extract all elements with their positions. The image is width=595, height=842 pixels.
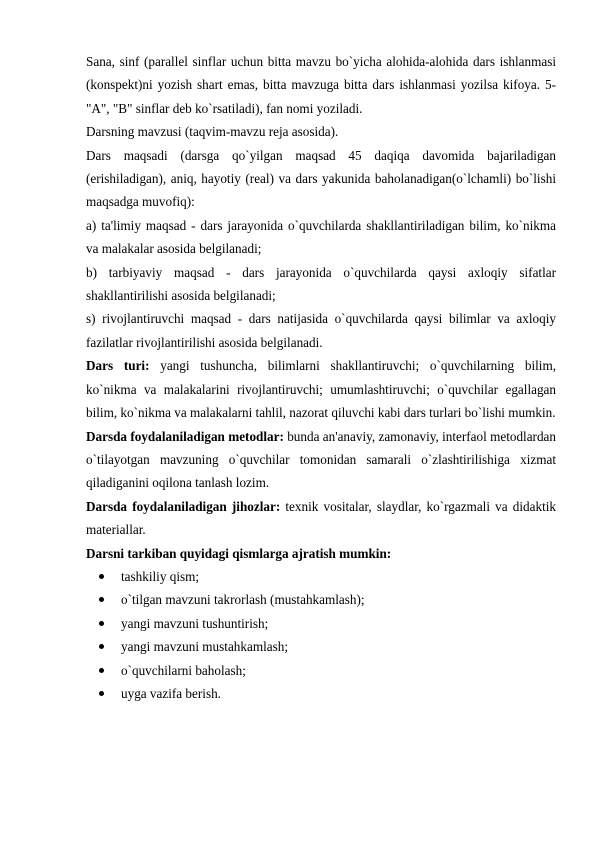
paragraph-methods — [86, 425, 556, 495]
list-item — [86, 612, 556, 635]
paragraph-lesson-topic: Darsning mavzusi (taqvim-mavzu reja asosida). — [86, 124, 339, 140]
bullet-icon — [99, 574, 104, 579]
list-item-text: uyga vazifa berish. — [121, 685, 221, 701]
list-item-text: yangi mavzuni mustahkamlash; — [121, 639, 289, 655]
paragraph-developmental-goal: s) rivojlantiruvchi maqsad - dars natijasida o`quvchilarda qaysi bilimlar va axloqiy fazilatlar rivojlantirilishi asosida belgilanadi. — [86, 311, 556, 350]
paragraph-upbringing-goal: b) tarbiyaviy maqsad - dars jarayonida o`quvchilarda qaysi axloqiy sifatlar shakllantirilishi asosida belgilanadi; — [86, 264, 556, 304]
document-body — [86, 50, 556, 705]
bullet-icon — [99, 691, 104, 696]
paragraph-lesson-type — [86, 354, 556, 424]
list-item — [86, 635, 556, 658]
methods-label: Darsda foydalaniladigan metodlar: — [86, 428, 284, 444]
lesson-parts-list — [86, 565, 556, 705]
bullet-icon — [99, 621, 104, 626]
paragraph-equipment — [86, 495, 556, 542]
equipment-label: Darsda foydalaniladigan jihozlar: — [86, 498, 281, 514]
list-item — [86, 682, 556, 705]
list-item — [86, 565, 556, 588]
equipment-text: texnik vositalar, slaydlar, ko`rgazmali va didaktik materiallar. — [86, 498, 556, 538]
list-item — [86, 588, 556, 611]
bullet-icon — [99, 644, 104, 649]
list-item-text: o`tilgan mavzuni takrorlash (mustahkamlash); — [121, 592, 365, 608]
paragraph-structure-heading: Darsni tarkiban quyidagi qismlarga ajratish mumkin: — [86, 545, 392, 561]
methods-text: bunda an'anaviy, zamonaviy, interfaol metodlardan o`tilayotgan mavzuning o`quvchilar tomonidan samarali o`zlashtirilishiga xizmat qiladiganini oqilona tanlash lozim. — [86, 428, 556, 491]
paragraph-date-class: Sana, sinf (parallel sinflar uchun bitta mavzu bo`yicha alohida-alohida dars ishlanmasi (konspekt)ni yozish shart emas, bitta mavzuga bitta dars ishlanmasi yozilsa kifoya. 5-"A", "B" sinflar deb ko`rsatiladi), fan nomi yoziladi. — [86, 54, 556, 116]
list-item — [86, 659, 556, 682]
lesson-type-label: Dars turi: — [86, 358, 150, 374]
paragraph-educational-goal: a) ta'limiy maqsad - dars jarayonida o`quvchilarda shakllantiriladigan bilim, ko`nikma va malakalar asosida belgilanadi; — [86, 217, 556, 257]
list-item-text: yangi mavzuni tushuntirish; — [121, 615, 269, 631]
list-item-text: tashkiliy qism; — [121, 568, 200, 584]
lesson-type-text: yangi tushuncha, bilimlarni shakllantiruvchi; o`quvchilarning bilim, ko`nikma va malakalarini rivojlantiruvchi; umumlashtiruvchi; o`quvchilar egallagan bilim, ko`nikma va malakalarni tahlil, nazorat qiluvchi kabi dars turlari bo`lishi mumkin. — [86, 358, 556, 421]
list-item-text: o`quvchilarni baholash; — [121, 662, 246, 678]
paragraph-lesson-goal: Dars maqsadi (darsga qo`yilgan maqsad 45 daqiqa davomida bajariladigan (erishiladigan), aniq, hayotiy (real) va dars yakunida baholanadigan(o`lchamli) bo`lishi maqsadga muvofiq): — [86, 147, 556, 210]
bullet-icon — [99, 597, 104, 602]
bullet-icon — [99, 668, 104, 673]
